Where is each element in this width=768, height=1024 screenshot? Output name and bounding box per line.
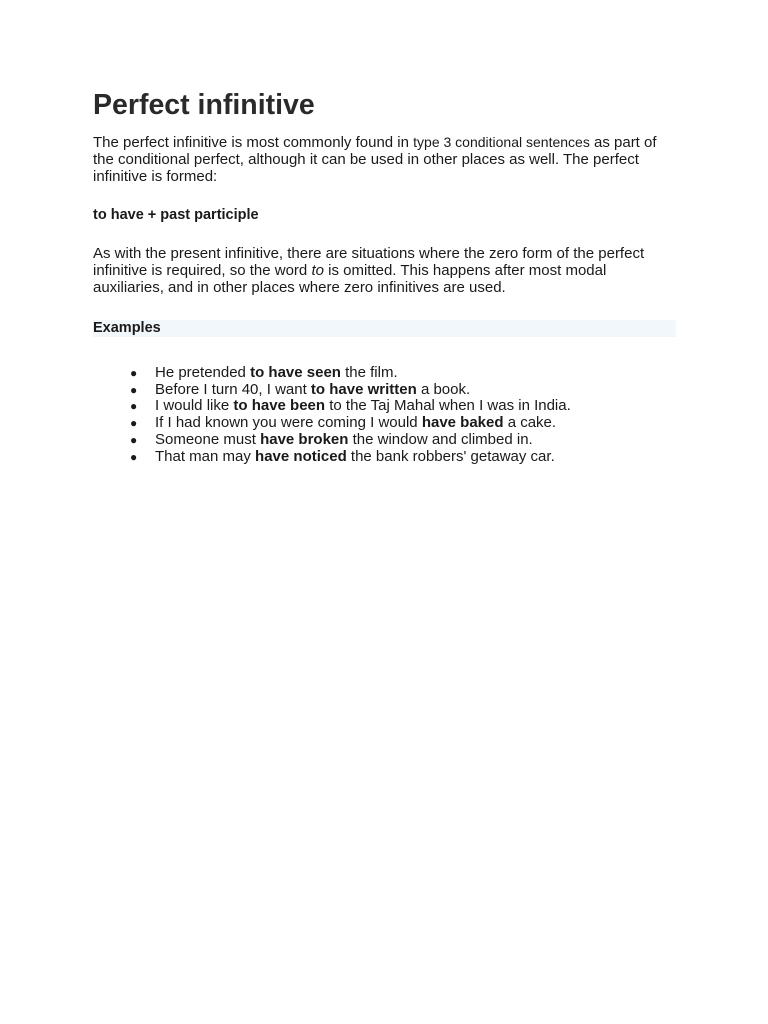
zero-form-text-end: is omitted. This happens after most modal auxiliaries, and in other places where zero infinitives are used.: [93, 262, 607, 296]
list-item: [93, 432, 676, 449]
bullet-icon: ●: [130, 416, 138, 431]
zero-form-paragraph: [93, 246, 676, 296]
list-item: [93, 449, 676, 466]
intro-paragraph: [93, 134, 676, 185]
example-bold: have baked: [421, 414, 504, 432]
examples-list: [93, 365, 676, 466]
example-bold: have noticed: [255, 447, 347, 465]
bullet-icon: ●: [130, 399, 138, 414]
document-page: [93, 86, 676, 466]
example-text: the film.: [340, 363, 398, 381]
zero-form-text-start: As with the present infinitive, there are situations where the zero form of the perfect infinitive is required, so the word: [93, 245, 645, 280]
example-text: a cake.: [503, 414, 557, 432]
example-text: the bank robbers' getaway car.: [346, 447, 555, 465]
formula-line: to have + past participle: [93, 207, 259, 224]
example-text: a book.: [416, 380, 471, 398]
bullet-icon: ●: [130, 382, 138, 397]
example-text: the window and climbed in.: [348, 430, 533, 448]
example-text: Before I turn 40, I want: [155, 380, 311, 398]
example-text: I would like: [155, 397, 234, 415]
page-title: Perfect infinitive: [93, 89, 315, 121]
examples-heading: Examples: [93, 320, 676, 337]
example-text: If I had known you were coming I would: [155, 414, 422, 432]
list-item: [93, 415, 676, 432]
list-item: [93, 398, 676, 415]
list-item: [93, 365, 676, 382]
conditional-sentences-link[interactable]: type 3 conditional sentences: [413, 134, 590, 150]
bullet-icon: ●: [130, 432, 138, 447]
bullet-icon: ●: [130, 365, 138, 380]
bullet-icon: ●: [130, 449, 138, 464]
example-text: That man may: [155, 447, 256, 465]
example-bold: to have been: [233, 397, 326, 415]
example-bold: have broken: [260, 430, 349, 448]
list-item: [93, 382, 676, 399]
example-bold: to have written: [310, 380, 417, 398]
zero-form-emphasis: to: [311, 262, 324, 280]
example-text: He pretended: [155, 363, 251, 381]
intro-text-end: as part of the conditional perfect, although it can be used in other places as well. The perfect infinitive is formed:: [93, 134, 657, 185]
intro-text-start: The perfect infinitive is most commonly found in: [93, 134, 414, 151]
example-bold: to have seen: [250, 363, 341, 381]
example-text: to the Taj Mahal when I was in India.: [325, 397, 571, 415]
example-text: Someone must: [155, 430, 261, 448]
